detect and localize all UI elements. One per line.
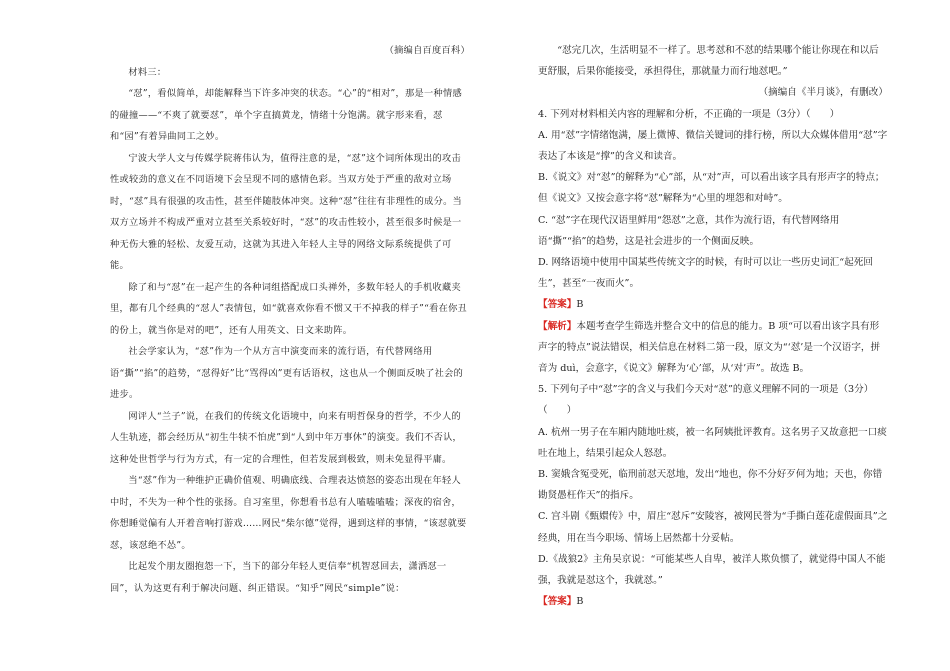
paragraph: 网评人“兰子”说，在我们的传统文化语境中，向来有明哲保身的哲学，不少人的人生轨迹，都会经历从“初生牛犊不怕虎”到“人到中年万事休”的演变。我们不否认，这种处世哲学与行为方式，有一定的合理性，但若发展到极致，则未免显得平庸。 <box>110 410 463 465</box>
question-5-option-c: C. 宫斗剧《甄嬛传》中，眉庄“怼斥”安陵容，被网民誉为“手撕白莲花虚假面具”之经典，用在当今职场、情场上居然都十分妥帖。 <box>538 511 888 544</box>
quote-source: （摘编自《半月谈》，有删改） <box>758 87 888 99</box>
question-5-stem: 5. 下列句子中“怼”字的含义与我们今天对“怼”的意义理解不同的一项是（3分）（ ） <box>538 384 874 417</box>
source-line: （摘编自百度百科） <box>384 45 470 56</box>
question-4-option-a: A. 用“怼”字情绪饱满，屡上微博、微信关键词的排行榜，所以大众媒体借用“怼”字表达了本该是“撑”的含义和读音。 <box>538 129 888 163</box>
answer-tag: 【答案】 <box>538 596 577 608</box>
section-heading: 材料三： <box>128 66 167 78</box>
question-4-option-d: D. 网络语境中使用中国某些传统文字的时候，有时可以让一些历史词汇“起死回生”，甚至“一夜而火”。 <box>538 257 873 290</box>
question-5-option-b: B. 窦娥含冤受死，临刑前怼天怼地，发出“地也，你不分好歹何为地；天也，你错勘贤愚枉作天”的指斥。 <box>538 469 883 502</box>
paragraph: 除了和与“怼”在一起产生的各种词组搭配成口头禅外，多数年轻人的手机收藏夹里，都有几个经典的“怼人”表情包，如“就喜欢你看不惯又干不掉我的样子”“看在你丑的份上，就当你是对的吧”，还有人用英文、日文来助阵。 <box>110 281 468 336</box>
paragraph: 当“怼”作为一种维护正确价值观、明确底线、合理表达愤怒的姿态出现在年轻人中时，不失为一种个性的张扬。自习室里，你想看书总有人嗑嗑嗑嗑；深夜的宿舍，你想睡觉偏有人开着音响打游戏……网民“柴尔德”觉得，遇到这样的事情，“该怼就要怼，该怼绝不怂”。 <box>110 475 467 551</box>
question-4-analysis <box>538 316 888 380</box>
left-column <box>110 40 470 599</box>
question-4-answer <box>538 294 888 315</box>
analysis-text: 本题考查学生筛选并整合文中的信息的能力。B 项“可以看出该字具有形声字的特点”说法错误，相关信息在材料二第一段，原文为“‘怼’是一个汉语字，拼音为 duì，会意字，《说文》解释为‘心’部，从‘对’声”。故选 B。 <box>538 320 881 375</box>
answer-value: B <box>576 299 584 311</box>
question-5-option-d: D.《战狼2》主角吴京说：“可能某些人自卑，被洋人欺负惯了，就觉得中国人不能强，我就是怼这个，我就怼。” <box>538 553 886 587</box>
question-5-answer <box>538 591 888 612</box>
analysis-tag: 【解析】 <box>538 320 577 332</box>
paragraph: 比起发个朋友圈抱怨一下，当下的部分年轻人更信奉“机智怼回去，潇洒怼一回”，认为这更有利于解决问题、纠正错误。“知乎”网民“simple”说： <box>110 561 447 594</box>
question-4-option-c: C. “怼”字在现代汉语里鲜用“怨怼”之意，其作为流行语，有代替网络用语“撕”“掐”的趋势，这是社会进步的一个侧面反映。 <box>538 214 840 247</box>
quote-paragraph: “怼完几次，生活明显不一样了。思考怼和不怼的结果哪个能让你现在和以后更舒服，后果你能接受，承担得住，那就量力而行地怼吧。” <box>538 45 879 78</box>
answer-value: B <box>576 596 584 608</box>
paragraph: 社会学家认为，“怼”作为一个从方言中演变而来的流行语，有代替网络用语“撕”“掐”的趋势，“怼得好”比“骂得凶”更有话语权，这也从一个侧面反映了社会的进步。 <box>110 346 464 400</box>
paragraph: 宁波大学人文与传媒学院蒋伟认为，值得注意的是，“怼”这个词所体现出的攻击性或较劲的意义在不同语境下会呈现不同的感情色彩。当双方处于严重的敌对立场时，“怼”具有很强的攻击性，甚至伴随肢体冲突。这种“怼”往往有非理性的成分。当双方立场并不构成严重对立甚至关系较好时，“怼”的攻击性较小，甚至很多时候是一种无伤大雅的轻松、友爱互动，这就为其进入年轻人主导的网络文际系统提供了可能。 <box>110 152 463 271</box>
question-4-stem: 4. 下列对材料相关内容的理解和分析，不正确的一项是（3分）（ ） <box>538 108 840 120</box>
question-4-option-b: B.《说文》对“怼”的解释为“心”部，从“对”声，可以看出该字具有形声字的特点；但《说文》又按会意字将“怼”解释为“心里的埋怨和对峙”。 <box>538 172 885 205</box>
question-5-option-a: A. 杭州一男子在车厢内随地吐痰，被一名阿姨批评教育。这名男子又故意把一口痰吐在地上，结果引起众人怒怼。 <box>538 426 887 459</box>
paragraph: “怼”，看似简单，却能解释当下许多冲突的状态。“心”的“相对”，那是一种情感的碰撞——“不爽了就要怼”，单个字直搞黄龙，情绪十分饱满。就字形来看，怼和“园”有着异曲同工之妙。 <box>110 88 462 142</box>
right-column <box>538 40 888 612</box>
answer-tag: 【答案】 <box>538 299 577 311</box>
